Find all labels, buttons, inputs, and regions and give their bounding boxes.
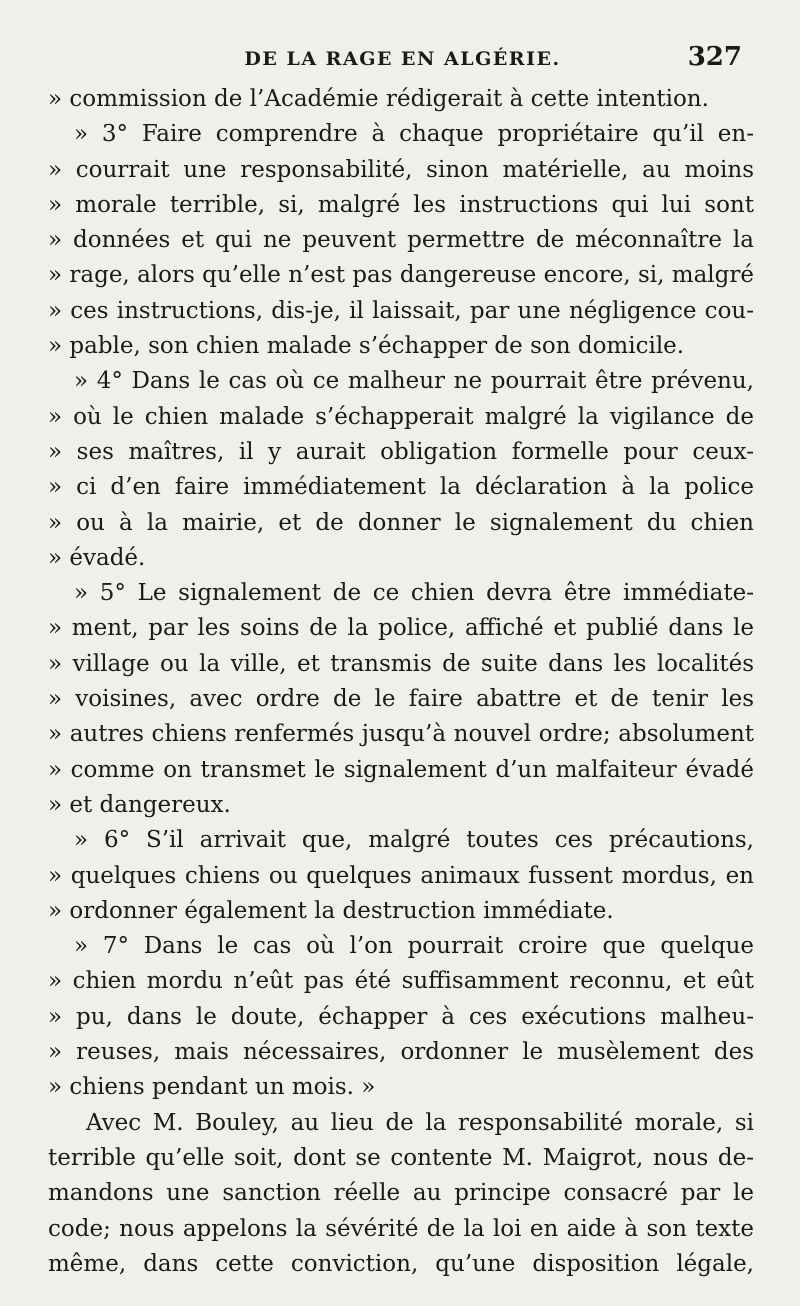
text-line: » données et qui ne peuvent permettre de méconnaître la [48,227,754,254]
text-line: » morale terrible, si, malgré les instructions qui lui sont [48,191,754,218]
text-line: » 6° S’il arrivait que, malgré toutes ces précautions, [74,827,754,854]
text-line: » ses maîtres, il y aurait obligation formelle pour ceux- [48,438,754,465]
page-number: 327 [687,42,742,72]
text-line: » autres chiens renfermés jusqu’à nouvel ordre; absolument [48,721,754,748]
text-line: » chiens pendant un mois. » [48,1074,376,1101]
text-line: » commission de l’Académie rédigerait à cette intention. [48,86,709,112]
text-line: » ment, par les soins de la police, affiché et publié dans le [48,615,754,642]
text-line: » pu, dans le doute, échapper à ces exécutions malheu- [48,1003,754,1030]
text-line: même, dans cette conviction, qu’une disposition légale, [48,1250,754,1277]
text-line: » reuses, mais nécessaires, ordonner le musèlement des [48,1039,754,1066]
page-header [55,38,750,78]
text-line: » et dangereux. [48,791,231,818]
text-line: » où le chien malade s’échapperait malgré la vigilance de [48,403,754,430]
text-line: » rage, alors qu’elle n’est pas dangereuse encore, si, malgré [48,262,754,289]
text-line: » voisines, avec ordre de le faire abattre et de tenir les [48,686,754,713]
text-line: code; nous appelons la sévérité de la loi en aide à son texte [48,1215,754,1242]
text-line: » courrait une responsabilité, sinon matérielle, au moins [48,156,754,183]
text-line: » évadé. [48,544,146,571]
text-line: » 3° Faire comprendre à chaque propriétaire qu’il en- [74,121,754,148]
text-line: terrible qu’elle soit, dont se contente M. Maigrot, nous de- [48,1144,754,1171]
text-line: » pable, son chien malade s’échapper de son domicile. [48,333,685,360]
text-line: » 7° Dans le cas où l’on pourrait croire que quelque [74,933,754,960]
text-line: » comme on transmet le signalement d’un malfaiteur évadé [48,756,754,783]
text-line: Avec M. Bouley, au lieu de la responsabilité morale, si [86,1109,754,1136]
text-line: » village ou la ville, et transmis de suite dans les localités [48,650,754,677]
text-line: » ci d’en faire immédiatement la déclaration à la police [48,474,754,501]
text-line: » ces instructions, dis-je, il laissait, par une négligence cou- [48,297,754,324]
text-line: » 4° Dans le cas où ce malheur ne pourrait être prévenu, [74,368,754,395]
text-line: » ordonner également la destruction immédiate. [48,897,614,924]
body-text [48,82,754,1282]
running-title: DE LA RAGE EN ALGÉRIE. [244,48,561,70]
text-line: » ou à la mairie, et de donner le signalement du chien [48,509,754,536]
text-line: » quelques chiens ou quelques animaux fussent mordus, en [48,862,754,889]
text-line: » chien mordu n’eût pas été suffisamment reconnu, et eût [48,968,754,995]
text-line: » 5° Le signalement de ce chien devra être immédiate- [74,580,754,607]
text-line: mandons une sanction réelle au principe consacré par le [48,1180,754,1207]
